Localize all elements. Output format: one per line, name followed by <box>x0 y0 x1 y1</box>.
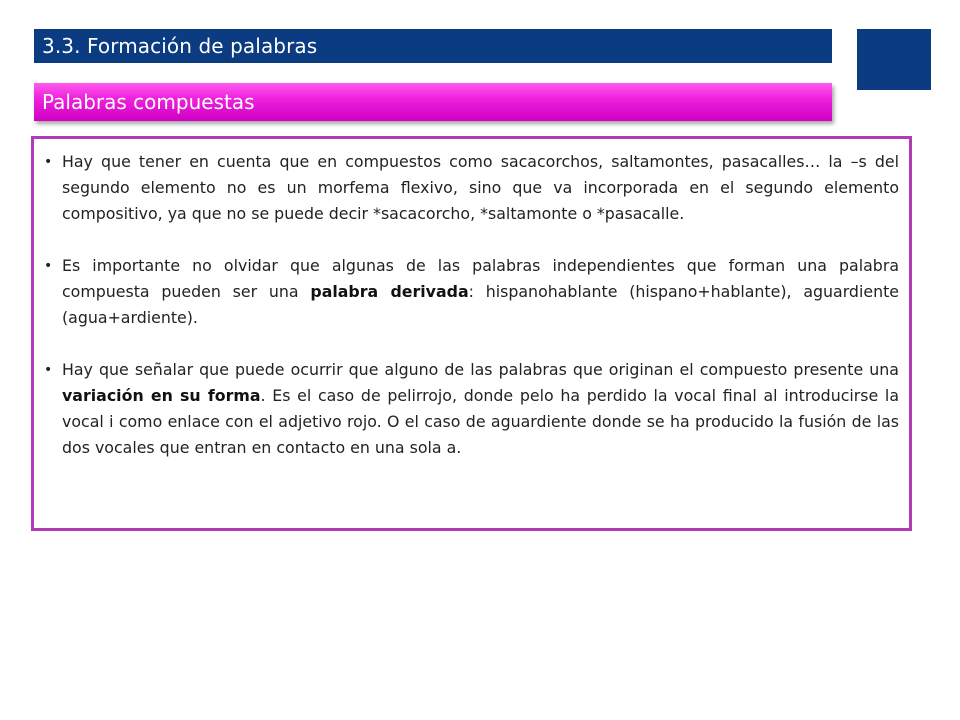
bullet-bold-term: variación en su forma <box>62 386 261 405</box>
bullet-text: Hay que señalar que puede ocurrir que alguno de las palabras que originan el compuesto presente una <box>62 360 899 379</box>
bullet-item <box>44 253 899 331</box>
bullet-text: Hay que tener en cuenta que en compuestos como sacacorchos, saltamontes, pasacalles… la –s del segundo elemento no es un morfema flexivo, sino que va incorporada en el segundo elemento compositivo, ya que no se puede decir *sacacorcho, *saltamonte o *pasacalle. <box>62 152 899 223</box>
subtitle-bar <box>34 83 832 121</box>
bullet-list <box>44 149 899 461</box>
bullet-text: : hispanohablante (hispano+hablante), aguardiente (agua+ardiente). <box>62 282 899 327</box>
bullet-icon: • <box>44 154 53 170</box>
section-title: 3.3. Formación de palabras <box>42 34 318 58</box>
subtitle: Palabras compuestas <box>42 90 255 114</box>
content-box <box>31 136 912 531</box>
section-title-bar <box>34 29 832 63</box>
bullet-text: Es importante no olvidar que algunas de las palabras independientes que forman una palabra compuesta pueden ser una <box>62 256 899 301</box>
corner-decoration <box>857 29 931 90</box>
bullet-icon: • <box>44 258 53 274</box>
bullet-item <box>44 149 899 227</box>
bullet-bold-term: palabra derivada <box>310 282 469 301</box>
bullet-icon: • <box>44 362 53 378</box>
bullet-text: . Es el caso de pelirrojo, donde pelo ha perdido la vocal final al introducirse la vocal i como enlace con el adjetivo rojo. O el caso de aguardiente donde se ha producido la fusión de las dos vocales que entran en contacto en una sola a. <box>62 386 899 457</box>
bullet-item <box>44 357 899 461</box>
